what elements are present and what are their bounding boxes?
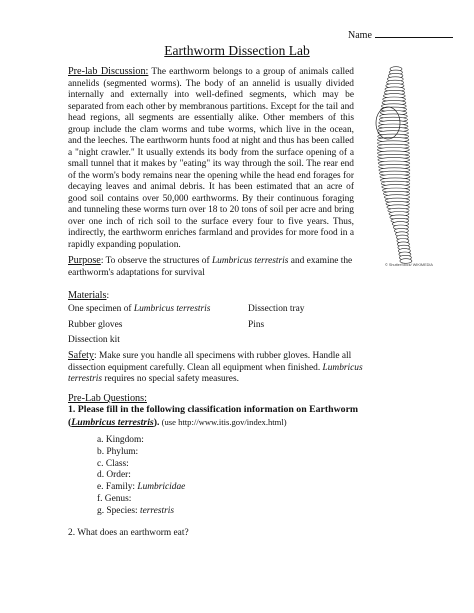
prelab-questions-heading: Pre-Lab Questions: [68,393,147,404]
materials-row [68,333,368,349]
purpose-text-before: : To observe the structures of [100,256,212,266]
classification-label: g. Species: [97,505,138,516]
material-text: Rubber gloves [68,319,123,330]
purpose-heading: Purpose [68,255,101,266]
classification-item[interactable] [97,447,185,459]
classification-label: f. Genus: [97,493,132,504]
classification-item[interactable] [97,494,185,506]
question-1-note: (use http://www.itis.gov/index.html) [159,417,287,427]
question-1-text: 1. Please fill in the following classification information on Earthworm ( [68,404,359,428]
classification-item[interactable] [97,506,185,518]
materials-list [68,302,368,349]
classification-item[interactable] [97,459,185,471]
materials-row [68,318,368,334]
classification-label: d. Order: [97,470,131,481]
page-title: Earthworm Dissection Lab [164,43,310,58]
materials-colon: : [106,291,110,301]
material-item [68,302,248,318]
discussion-text: The earthworm belongs to a group of animals called annelids (segmented worms). The body of an annelid is usually divided internally and externally into well-defined segments, which may be separated from each other by membranous partitions. Except for the tail and head regions, all segments are essentially alike. Other members of this group include the clam worms and tube worms, which live in the ocean, and the leeches. The earthworm hunts food at night and thus has been called a "night crawler." It usually extends its body from the surface opening of a small tunnel that it makes by "eating" its way through the soil. The rear end of the worm's body remains near the opening while the head end forages for decaying leaves and animal debris. It has been estimated that an acre of good soil contains over 50,000 earthworms. By their continuous foraging and tunneling these worms turn over 18 to 20 tons of soil per acre and bring over one inch of rich soil to the surface every four to five years. Thus, indirectly, the earthworm enriches farmland and provides for more food in a rapidly expanding population. [68,67,354,250]
material-item [68,333,248,349]
classification-list [97,435,185,518]
question-2 [68,528,189,540]
earthworm-illustration [368,63,432,268]
figure-caption: © ShutterStock/ WIKIMEDIA [385,263,433,267]
classification-item[interactable] [97,470,185,482]
materials-heading: Materials [68,290,107,301]
safety-text: : Make sure you handle all specimens with rubber gloves. Handle all dissection equipment carefully. Clean all equipment when finished. [68,351,352,373]
classification-label: c. Class: [97,458,129,469]
prelab-discussion [68,66,354,251]
discussion-heading: Pre-lab Discussion: [68,66,149,77]
classification-label: e. Family: [97,482,136,493]
safety-text-after: requires no special safety measures. [102,374,239,384]
question-2-text: 2. What does an earthworm eat? [68,528,189,538]
classification-value: Lumbricidae [135,482,186,493]
purpose-section [68,255,354,279]
materials-heading-row [68,290,109,303]
classification-label: a. Kingdom: [97,435,144,445]
purpose-text-after: and examine the earthworm's adaptations for survival [68,256,353,278]
classification-item[interactable] [97,482,185,494]
material-text: Dissection kit [68,335,120,345]
name-field [348,28,453,41]
classification-item[interactable] [97,435,185,447]
worm-segments [377,67,412,264]
question-1 [68,404,398,429]
material-text: One specimen of [68,304,134,314]
purpose-species: Lumbricus terrestris [211,256,289,266]
material-item: Pins [248,319,265,330]
safety-heading: Safety [68,350,95,361]
classification-label: b. Phylum: [97,446,139,457]
classification-value: terrestris [137,505,174,516]
question-1-close: ). [153,417,160,428]
safety-section [68,350,386,386]
safety-species: Lumbricus terrestris [68,362,363,384]
materials-row [68,302,368,318]
material-item: Dissection tray [248,304,305,314]
name-label: Name [348,30,372,41]
material-item [68,318,248,334]
name-blank-line[interactable] [375,28,453,38]
material-species: Lumbricus terrestris [133,304,211,314]
question-1-species: Lumbricus terrestris [71,417,154,428]
